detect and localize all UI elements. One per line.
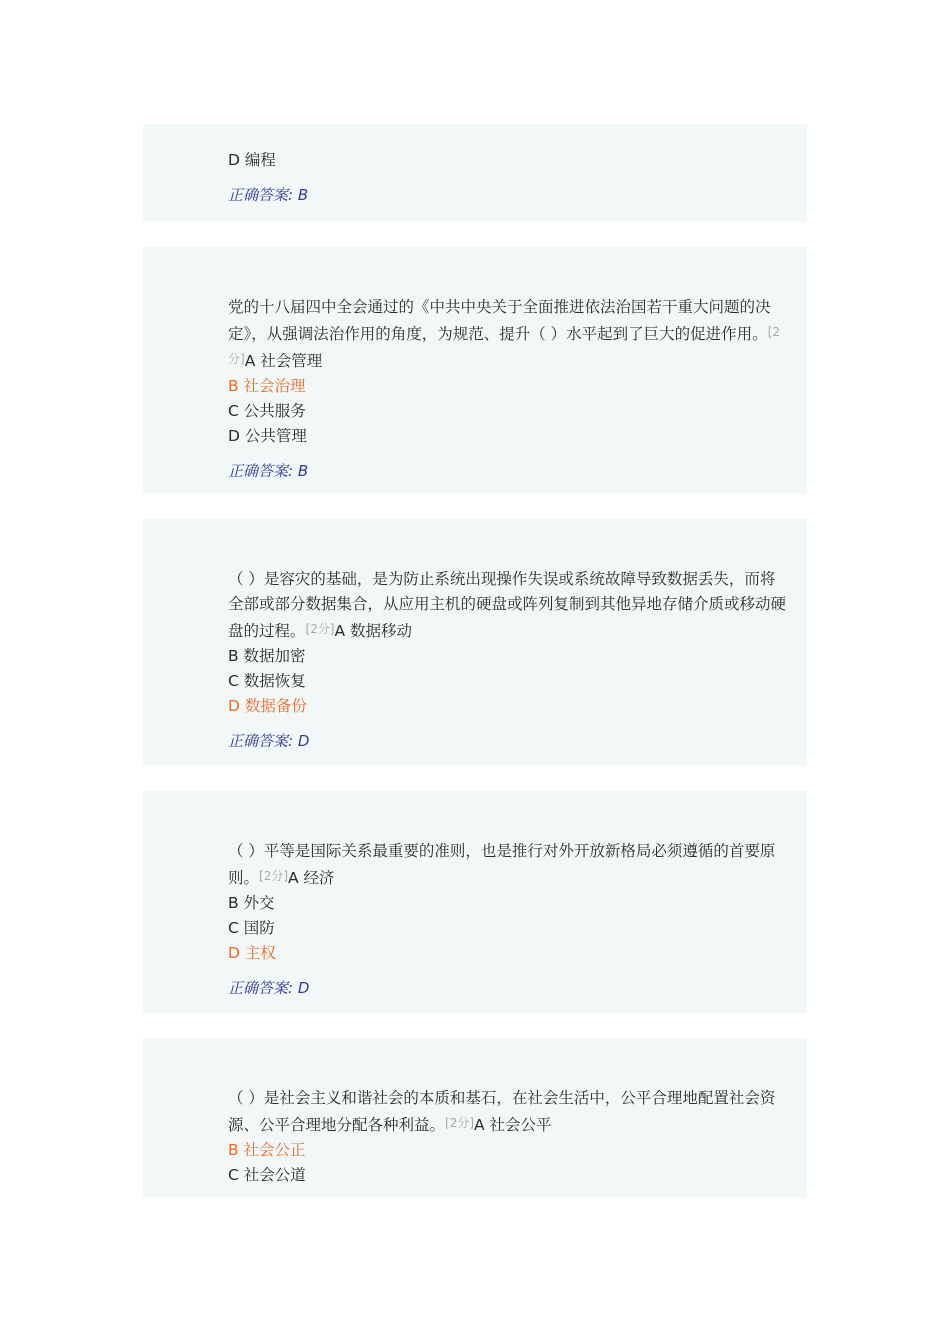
question-text (228, 1086, 789, 1138)
correct-answer: 正确答案: D (228, 732, 310, 750)
option[interactable]: A 经济 (288, 869, 335, 887)
option[interactable]: B 外交 (228, 894, 275, 912)
correct-answer: 正确答案: D (228, 979, 310, 997)
option-correct[interactable]: D 数据备份 (228, 697, 307, 715)
question-stem: （ ）是社会主义和谐社会的本质和基石，在社会生活中，公平合理地配置社会资源、公平合理地分配各种利益。 (228, 1089, 776, 1134)
option[interactable]: C 公共服务 (228, 402, 306, 420)
option[interactable]: C 数据恢复 (228, 672, 306, 690)
question-number: 8 (355, 1065, 365, 1080)
question-score: [2分] (305, 622, 335, 636)
option[interactable]: C 社会公道 (228, 1166, 306, 1184)
option-correct[interactable]: B 社会治理 (228, 377, 306, 395)
question-card-7 (143, 791, 807, 1013)
question-number: 7 (355, 818, 365, 833)
option[interactable]: C 国防 (228, 919, 275, 937)
question-card-5 (143, 247, 807, 494)
question-text (228, 567, 789, 644)
option-correct[interactable]: D 主权 (228, 944, 276, 962)
question-score: [2分] (445, 1116, 475, 1130)
question-score: [2分] (259, 869, 289, 883)
question-text (228, 839, 789, 891)
question-number: 5 (355, 274, 365, 289)
correct-answer: 正确答案: B (228, 462, 309, 480)
question-stem: 党的十八届四中全会通过的《中共中央关于全面推进依法治国若干重大问题的决定》，从强调法治作用的角度，为规范、提升（ ）水平起到了巨大的促进作用。 (228, 298, 771, 343)
correct-answer: 正确答案: B (228, 186, 309, 204)
question-number: 6 (355, 546, 365, 561)
option[interactable]: A 社会公平 (474, 1116, 552, 1134)
question-score: [2分] (228, 325, 781, 366)
question-stem: （ ）是容灾的基础，是为防止系统出现操作失误或系统故障导致数据丢失，而将全部或部分数据集合，从应用主机的硬盘或阵列复制到其他异地存储介质或移动硬盘的过程。 (228, 570, 787, 640)
option[interactable]: A 社会管理 (244, 352, 323, 370)
question-stem: （ ）平等是国际关系最重要的准则，也是推行对外开放新格局必须遵循的首要原则。 (228, 842, 776, 887)
question-card-8 (143, 1038, 807, 1198)
option[interactable]: D 公共管理 (228, 427, 307, 445)
question-card-4 (143, 124, 807, 222)
option[interactable]: A 数据移动 (334, 622, 413, 640)
option[interactable]: B 数据加密 (228, 647, 306, 665)
option-correct[interactable]: B 社会公正 (228, 1141, 306, 1159)
question-text (228, 295, 789, 374)
option[interactable]: D 编程 (228, 151, 276, 169)
question-card-6 (143, 519, 807, 766)
